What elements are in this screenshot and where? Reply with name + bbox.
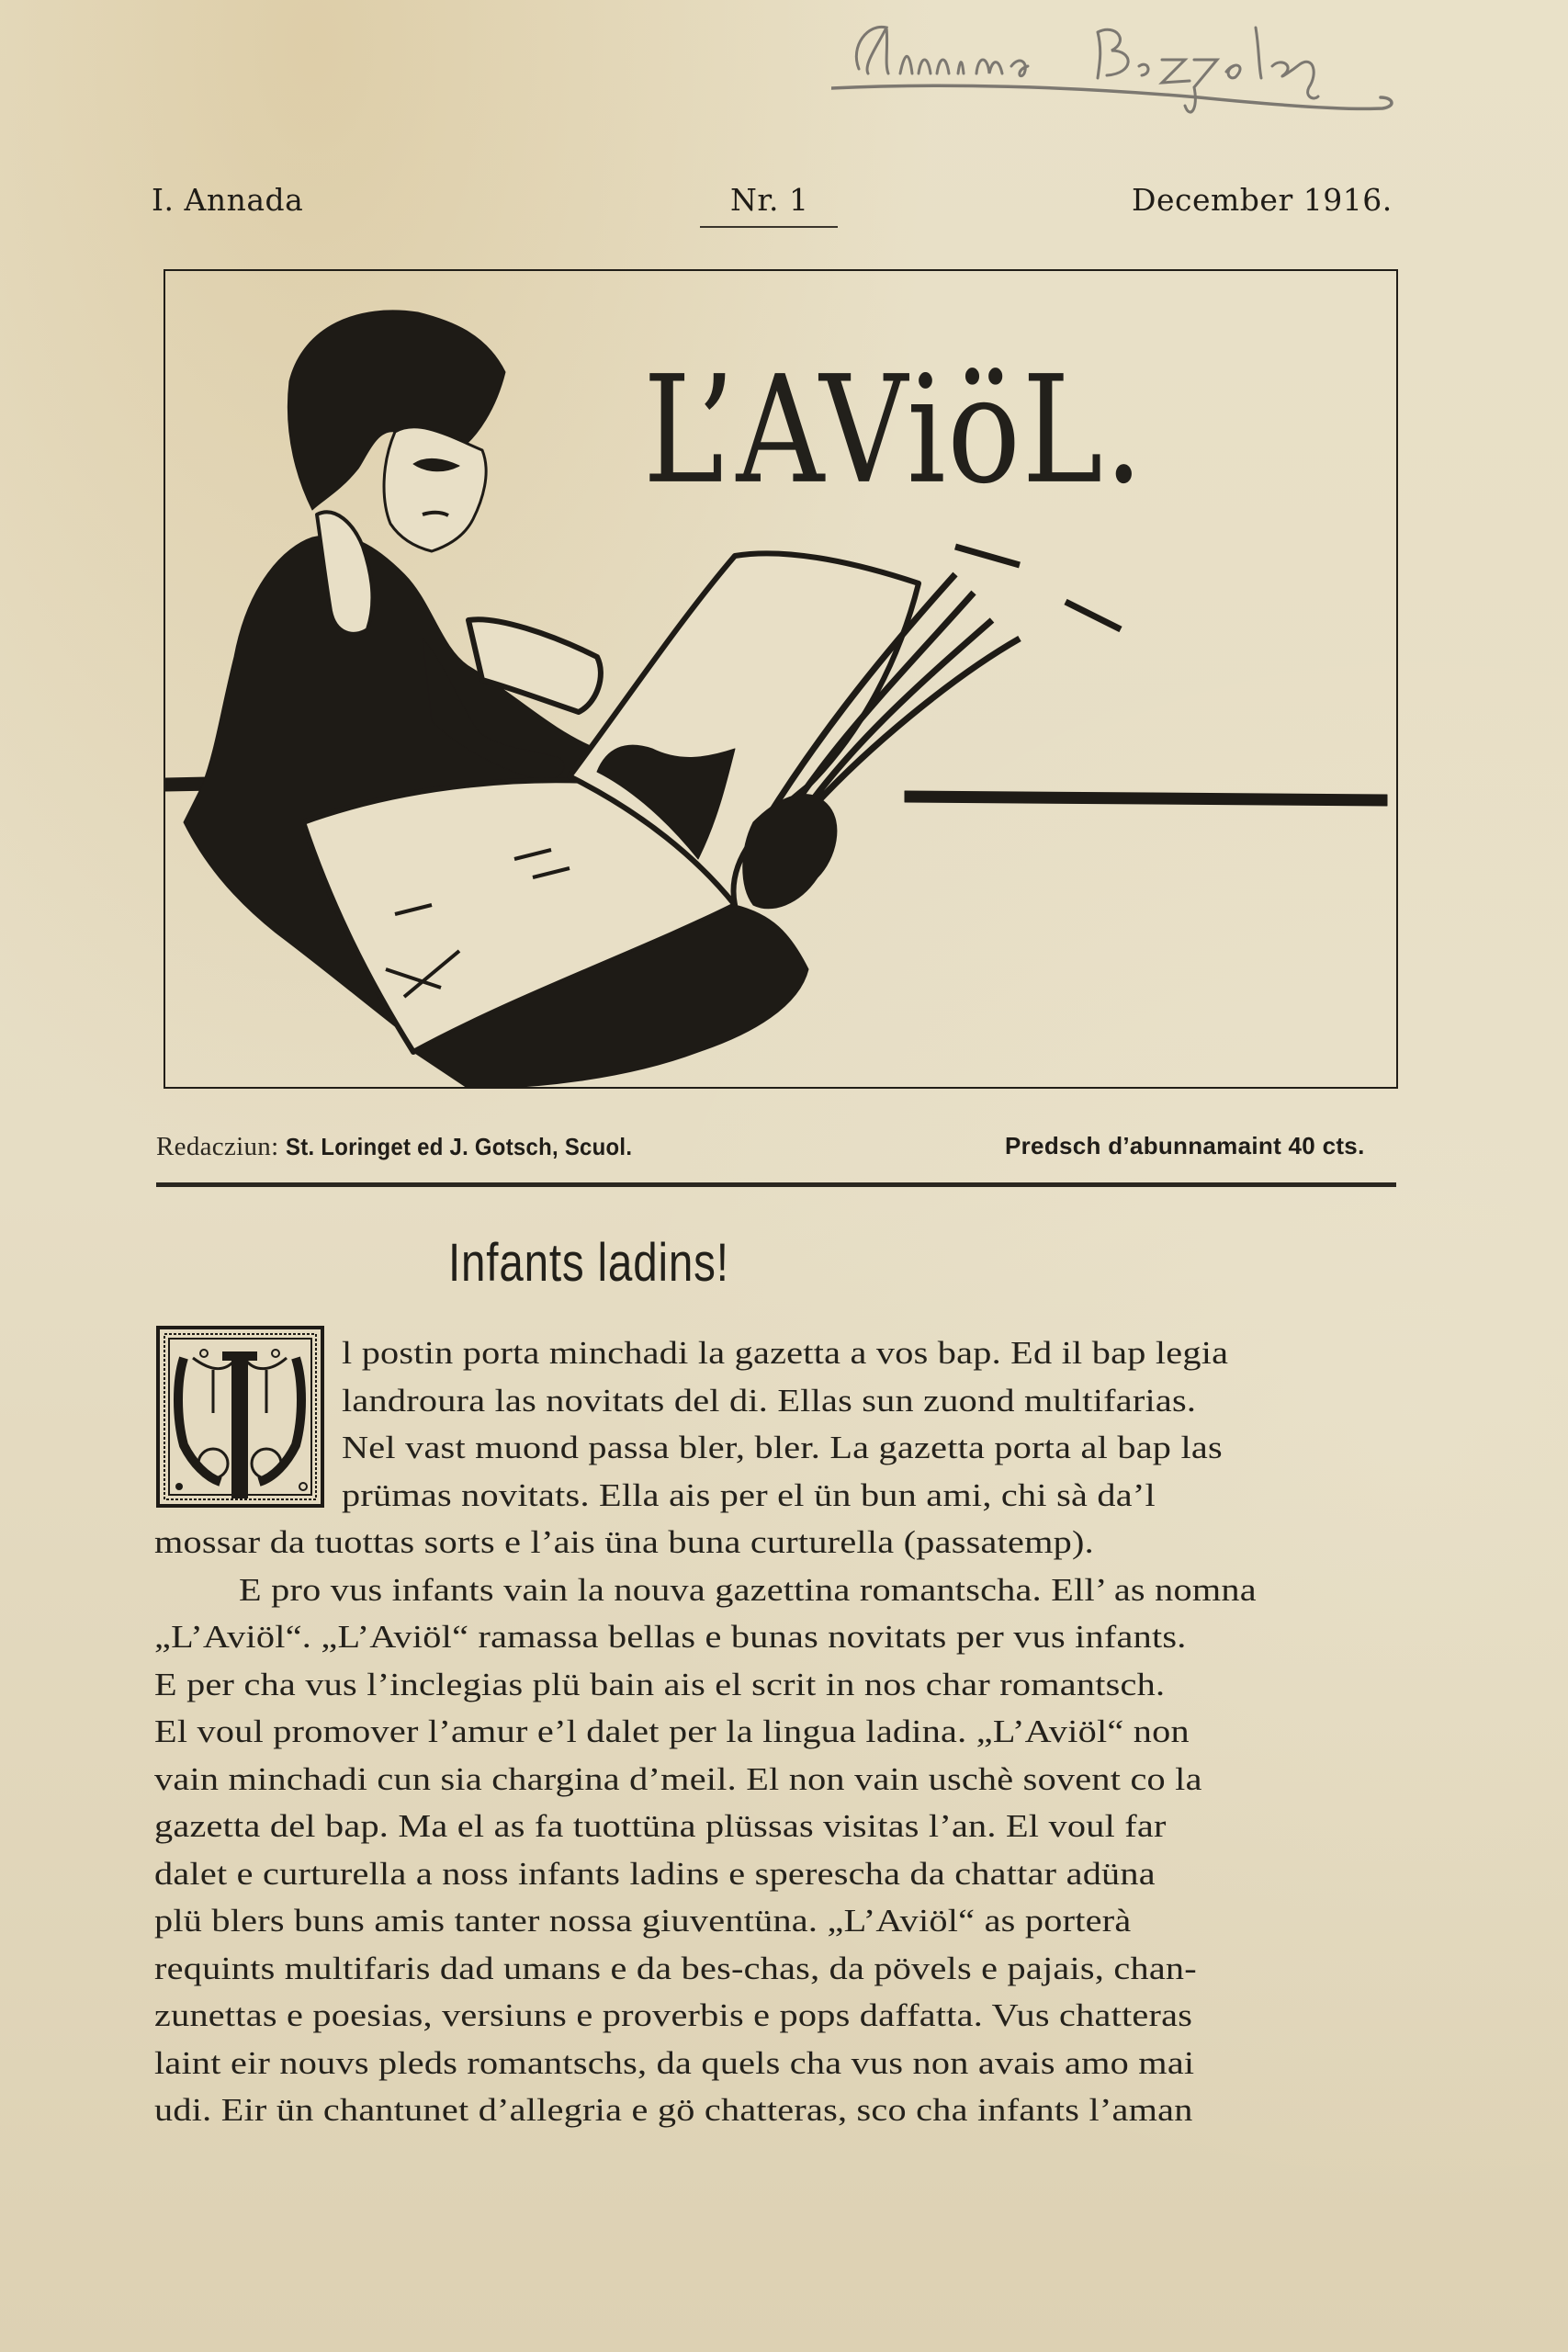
body-line-text: E per cha vus l’inclegias plü bain ais el scrit in nos char romantsch. bbox=[154, 1667, 1166, 1702]
body-line bbox=[154, 1613, 1396, 1661]
body-line-text: „L’Aviöl“. „L’Aviöl“ ramassa bellas e bunas novitats per vus infants. bbox=[154, 1619, 1187, 1655]
editorial-label: Redacziun: bbox=[156, 1132, 279, 1161]
body-line bbox=[239, 1566, 1396, 1614]
body-line bbox=[342, 1472, 1396, 1520]
editorial-names: St. Loringet ed J. Gotsch, Scuol. bbox=[285, 1133, 632, 1160]
body-line-text: vain minchadi cun sia chargina d’meil. El non vain uschè sovent co la bbox=[154, 1761, 1202, 1797]
body-line bbox=[342, 1424, 1396, 1472]
body-line bbox=[154, 2040, 1396, 2087]
issue-number: Nr. 1 bbox=[730, 182, 809, 218]
masthead-title: L’AViöL. bbox=[643, 344, 1145, 517]
subscription-price: Predsch d’abunnamaint 40 cts. bbox=[1005, 1132, 1365, 1159]
body-line-text: laint eir nouvs pleds romantschs, da quels cha vus non avais amo mai bbox=[154, 2045, 1195, 2081]
body-line bbox=[154, 1945, 1396, 1993]
body-line-text: Nel vast muond passa bler, bler. La gazetta porta al bap las bbox=[342, 1430, 1223, 1465]
body-line-text: landroura las novitats del di. Ellas sun zuond multifarias. bbox=[342, 1383, 1197, 1419]
issue-date: December 1916. bbox=[1132, 182, 1393, 218]
body-line bbox=[154, 1519, 1396, 1566]
body-line bbox=[154, 1897, 1396, 1945]
body-line bbox=[154, 1992, 1396, 2040]
body-line-text: dalet e curturella a noss infants ladins e sperescha da chattar adüna bbox=[154, 1856, 1156, 1892]
body-line-text: gazetta del bap. Ma el as fa tuottüna plüssas visitas l’an. El voul far bbox=[154, 1808, 1167, 1844]
body-line-text: prümas novitats. Ella ais per el ün bun ami, chi sà da’l bbox=[342, 1477, 1156, 1513]
body-line-text: E pro vus infants vain la nouva gazettina romantscha. Ell’ as nomna bbox=[239, 1572, 1257, 1608]
body-line-text: El voul promover l’amur e’l dalet per la lingua ladina. „L’Aviöl“ non bbox=[154, 1713, 1190, 1749]
body-line-text: l postin porta minchadi la gazetta a vos bap. Ed il bap legia bbox=[342, 1335, 1229, 1371]
body-line bbox=[342, 1377, 1396, 1425]
body-line bbox=[342, 1329, 1396, 1377]
body-line bbox=[154, 1756, 1396, 1804]
body-line-text: zunettas e poesias, versiuns e proverbis e pops daffatta. Vus chatteras bbox=[154, 1997, 1193, 2033]
body-line bbox=[154, 2086, 1396, 2134]
body-line bbox=[154, 1708, 1396, 1756]
body-line-text: plü blers buns amis tanter nossa giuventüna. „L’Aviöl“ as porterà bbox=[154, 1903, 1132, 1939]
article-heading: Infants ladins! bbox=[448, 1233, 729, 1293]
body-line-text: mossar da tuottas sorts e l’ais üna buna curturella (passatemp). bbox=[154, 1524, 1094, 1560]
body-line bbox=[154, 1661, 1396, 1709]
body-line bbox=[154, 1803, 1396, 1850]
body-line-text: udi. Eir ün chantunet d’allegria e gö chatteras, sco cha infants l’aman bbox=[154, 2092, 1193, 2128]
body-line-text: requints multifaris dad umans e da bes-chas, da pövels e pajais, chan- bbox=[154, 1951, 1197, 1986]
body-line bbox=[154, 1850, 1396, 1898]
volume-label: I. Annada bbox=[152, 182, 304, 218]
